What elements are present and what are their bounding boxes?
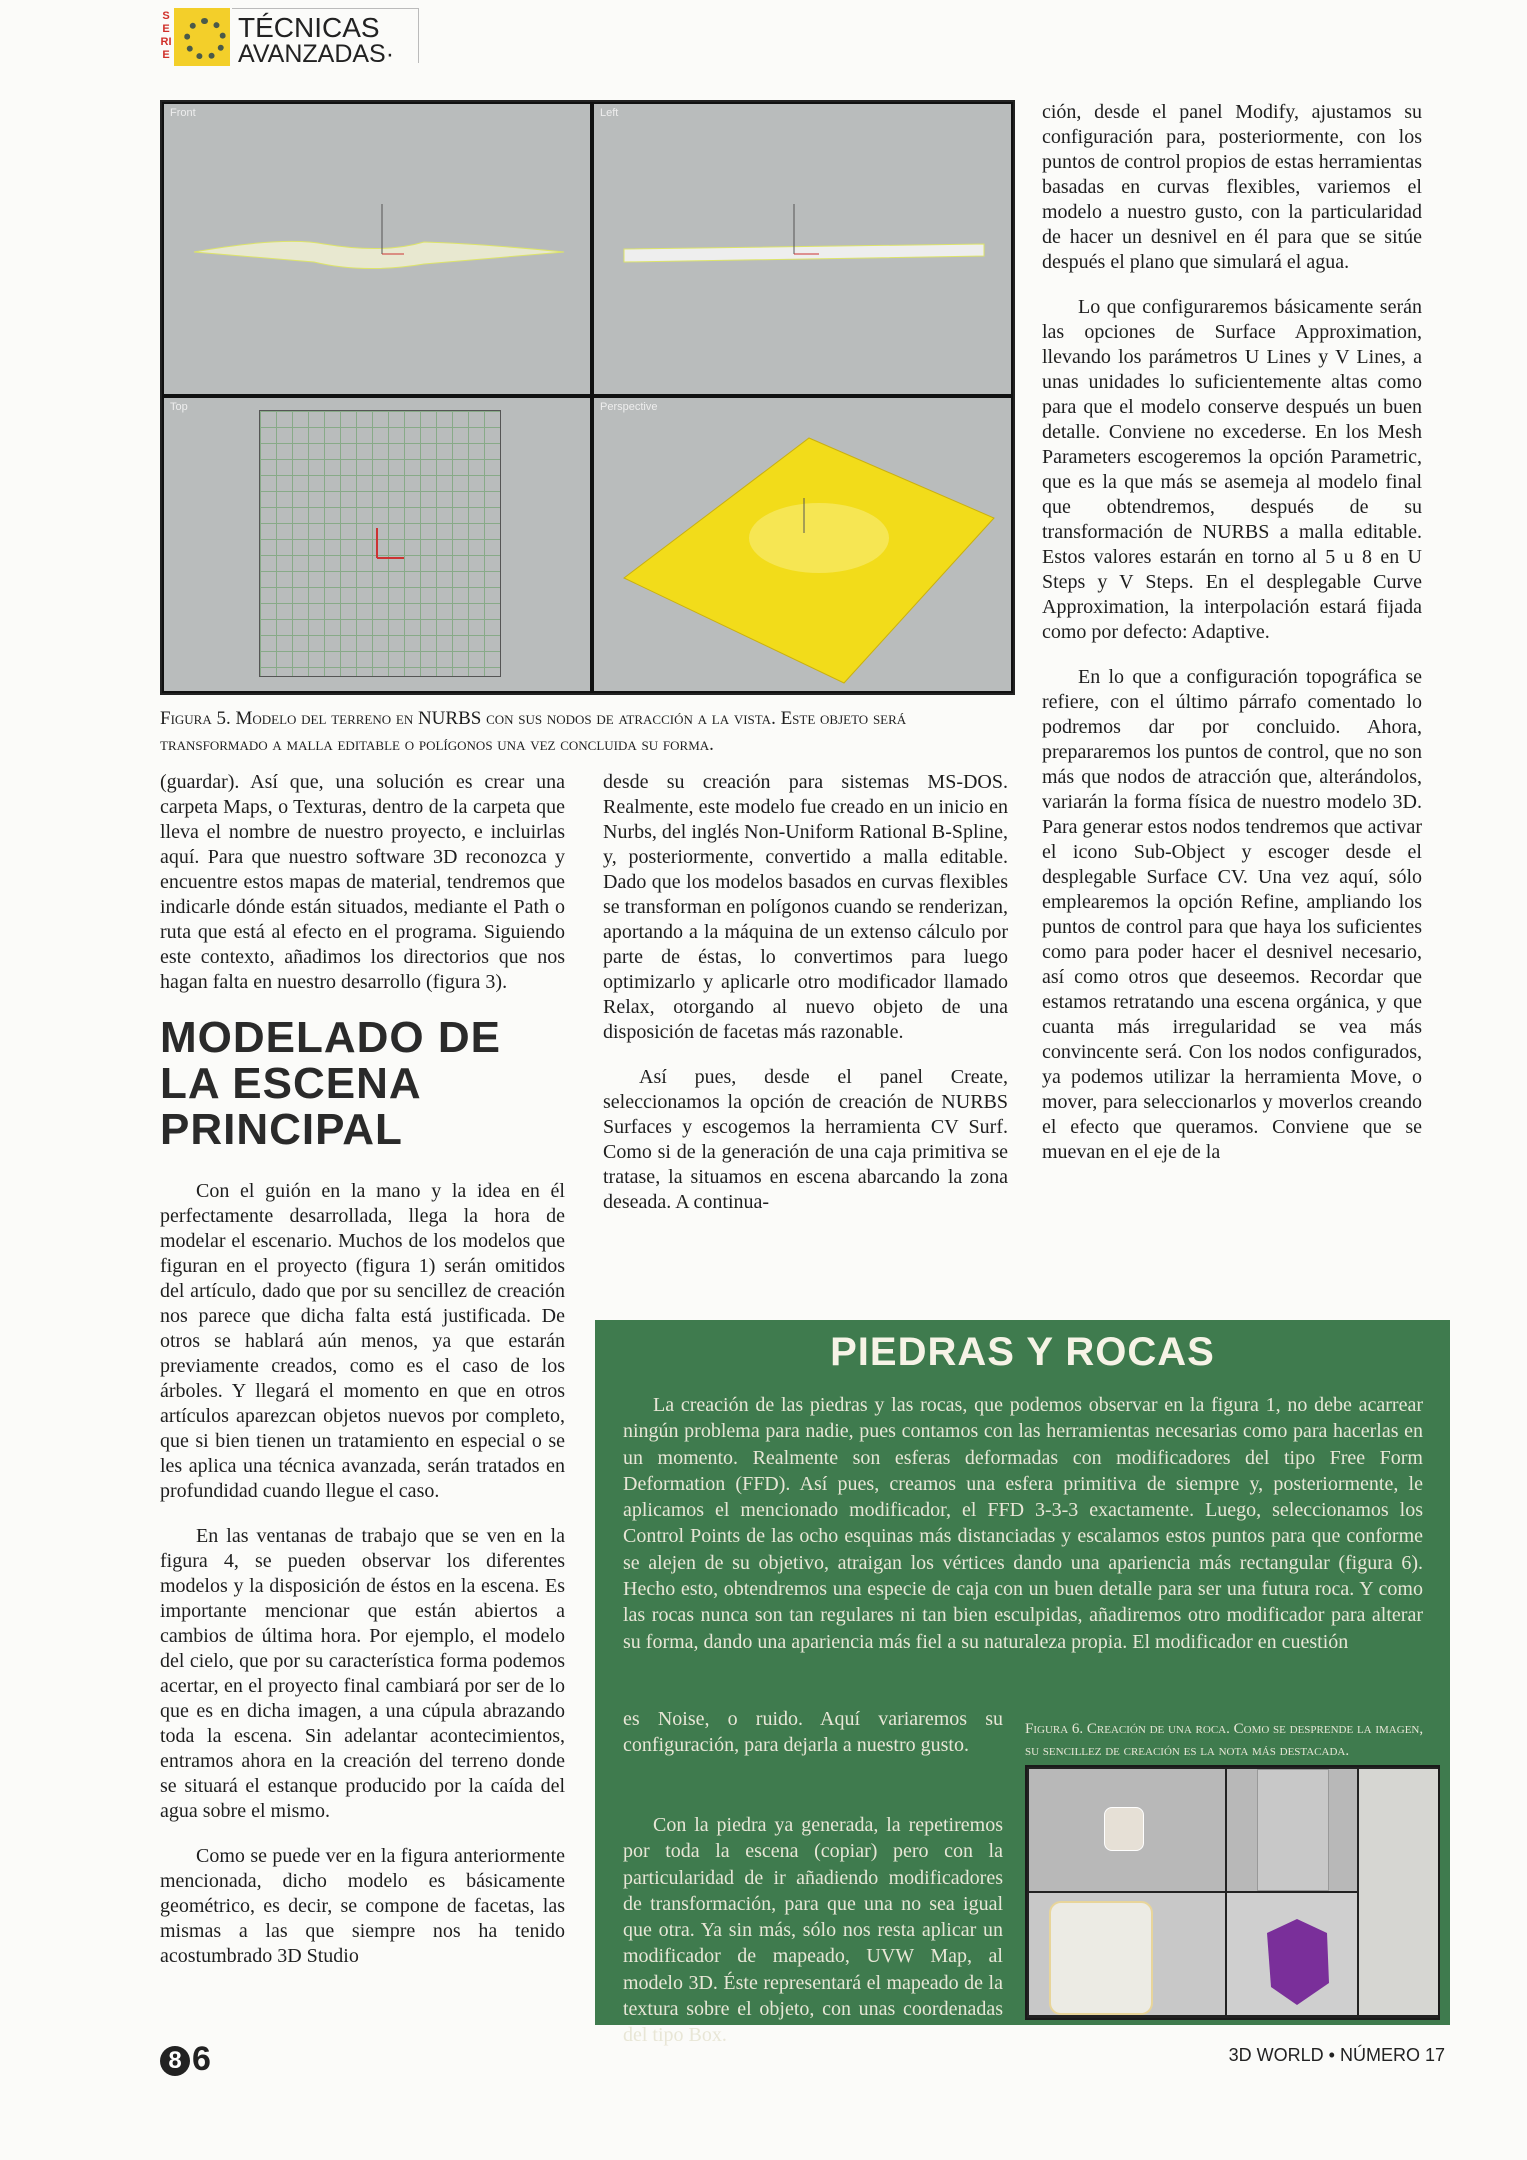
series-logo [160, 6, 420, 70]
paragraph: ción, desde el panel Modify, ajustamos su configuración para, posteriormente, con los puntos de control propios de estas herramientas basadas en curvas flexibles, variemos el modelo a nuestro gusto, con la particularidad de hacer un desnivel en él para que se sitúe después el plano que simulará el agua. [1042, 101, 1422, 273]
viewport-perspective [594, 398, 1011, 691]
middle-column [603, 770, 1008, 1215]
sidebar-paragraph: La creación de las piedras y las rocas, que podemos observar en la figura 1, no debe acarrear ningún problema para nadie, pues contamos con las herramientas necesarias como para hacerlas en un momento. Realmente son esferas deformadas con modificadores del tipo Free Form Deformation (FFD). Así pues, creamos una esfera primitiva de siempre y, posteriormente, le aplicamos el mencionado modificador, el FFD 3-3-3 exactamente. Luego, seleccionamos los Control Points de las ocho esquinas más distanciadas y escalamos estos puntos para que conforme se alejen de su objetivo, atraigan los vértices dando una apariencia más rectangular (figura 6). Hecho esto, obtendremos una especie de caja con un buen detalle para ser una futura roca. Y como las rocas nunca son tan regulares ni tan bien esculpidas, añadiremos otro modificador para alterar su forma, dando una apariencia más fiel a su naturaleza propia. El modificador en cuestión [623, 1394, 1423, 1653]
sidebar-title: PIEDRAS Y ROCAS [830, 1330, 1215, 1374]
paragraph: Como se puede ver en la figura anteriormente mencionada, dicho modelo es básicamente geométrico, es decir, se compone de facetas, las mismas a las que siempre nos ha tenido acostumbrado 3D Studio [160, 1845, 565, 1967]
section-heading: MODELADO DE LA ESCENA PRINCIPAL [160, 1013, 501, 1154]
section-title-line1: TÉCNICAS [238, 12, 380, 43]
sidebar-box [595, 1320, 1450, 2047]
page-number-rest: 6 [192, 2040, 211, 2078]
series-label: SERIE [160, 10, 172, 61]
figure-6-image [1025, 1765, 1440, 2020]
paragraph: (guardar). Así que, una solución es crear una carpeta Maps, o Texturas, dentro de la carpeta que lleva el nombre de nuestro proyecto, e incluirlas aquí. Para que nuestro software 3D reconozca y encuentre estos mapas de material, tendremos que indicarle dónde están situados, mediante el Path o ruta que está al efecto en el programa. Siguiendo este contexto, añadimos los directorios que nos hagan falta en nuestro desarrollo (figura 3). [160, 771, 565, 993]
paragraph: En las ventanas de trabajo que se ven en la figura 4, se pueden observar los diferentes modelos y la disposición de éstos en la escena. Es importante mencionar que están abiertos a cambios de última hora. Por ejemplo, el modelo del cielo, que por su característica forma podemos acertar, en el proyecto final cambiará por ser de lo que es en dicha imagen, a una cúpula abrazando toda la escena. Sin adelantar acontecimientos, entramos ahora en la creación del terreno donde se situará el estanque producido por la caída del agua sobre el mismo. [160, 1525, 565, 1822]
viewport-label: Perspective [600, 401, 658, 413]
section-title-line2: AVANZADAS· [238, 40, 395, 68]
paragraph: desde su creación para sistemas MS-DOS. Realmente, este modelo fue creado en un inicio en Nurbs, del inglés Non-Uniform Rational B-Spline, y, posteriormente, convertido a malla editable. Dado que los modelos basados en curvas flexibles se transforman en polígonos cuando se renderizan, aportando a la máquina de un extenso cálculo por parte de éstas, lo convertimos para luego optimizarlo y aplicarle otro modificador llamado Relax, otorgando al nuevo objeto de una disposición de facetas más razonable. [603, 771, 1008, 1043]
viewport-label: Left [600, 107, 619, 119]
viewport-label: Top [170, 401, 188, 413]
viewport-label: Front [170, 107, 196, 119]
right-column [1042, 100, 1422, 1165]
figure-5-caption: Figura 5. Modelo del terreno en NURBS con sus nodos de atracción a la vista. Este objeto será transformado a malla editable o polígonos una vez concluida su forma. [160, 708, 907, 755]
magazine-issue: 3D WORLD • NÚMERO 17 [1228, 2045, 1445, 2065]
paragraph: Lo que configuraremos básicamente serán las opciones de Surface Approximation, llevando los parámetros U Lines y V Lines, a unas unidades lo suficientemente altas como para que el modelo conserve después un buen detalle. Conviene no excederse. En los Mesh Parameters escogeremos la opción Parametric, que es la que más se asemeja al modelo final que obtendremos, después de su transformación de NURBS a malla editable. Estos valores estarán en torno al 5 u 8 en U Steps y V Steps. En el desplegable Curve Approximation, la interpolación estará fijada como por defecto: Adaptive. [1042, 296, 1422, 643]
paragraph: Con el guión en la mano y la idea en él perfectamente desarrollada, llega la hora de modelar el escenario. Muchos de los modelos que figuran en el proyecto (figura 1) serán omitidos del artículo, dado que por su sencillez de creación nos parece que dicha falta está justificada. De otros se hablará aún menos, ya que estarán previamente creados, como es el caso de los árboles. Y llegará el momento en que en otros artículos aparezcan objetos nuevos por completo, que si bien tienen un tratamiento en especial o se les aplica una técnica avanzada, serán tratados en profundidad cuando llegue el caso. [160, 1180, 565, 1502]
viewport-top [164, 398, 590, 691]
sidebar-paragraph: es Noise, o ruido. Aquí variaremos su configuración, para dejarla a nuestro gusto. [623, 1708, 1003, 1757]
figure-6-caption: Figura 6. Creación de una roca. Como se desprende la imagen, su sencillez de creación es la nota más destacada. [1025, 1721, 1424, 1759]
sidebar-paragraph: Con la piedra ya generada, la repetiremos por toda la escena (copiar) pero con la particularidad de ir añadiendo modificadores de transformación, para que una no sea igual que otra. Ya sin más, sólo nos resta aplicar un modificador de mapeado, UVW Map, al modelo 3D. Éste representará el mapeado de la textura sobre el objeto, con unas coordenadas del tipo Box. [623, 1814, 1003, 2047]
logo-badge-icon [174, 8, 230, 66]
paragraph: En lo que a configuración topográfica se refiere, con el último párrafo comentado lo podremos dar por concluido. Ahora, prepararemos los puntos de control, que no son más que nodos de atracción que, alterándolos, variarán la forma física de nuestro modelo 3D. Para generar estos nodos tendremos que activar el icono Sub-Object y escoger desde el desplegable Surface CV. Una vez aquí, sólo emplearemos la opción Refine, ampliando los puntos de control para que haya los suficientes como para poder hacer el desnivel necesario, así como otros que deseemos. Recordar que estamos retratando una escena orgánica, y que cuanta más irregularidad se vea más convincente será. Con los nodos configurados, ya podemos utilizar la herramienta Move, o mover, para seleccionarlos y moverlos creando el efecto que queramos. Conviene que se muevan en el eje de la [1042, 666, 1422, 1163]
left-column [160, 770, 565, 1969]
page-number-circled-digit: 8 [160, 2046, 190, 2076]
viewport-left [594, 104, 1011, 394]
paragraph: Así pues, desde el panel Create, seleccionamos la opción de creación de NURBS Surfaces y escogemos la herramienta CV Surf. Como si de la generación de una caja primitiva se tratase, la situamos en escena abarcando la zona deseada. A continua- [603, 1066, 1008, 1213]
page-number [160, 2040, 211, 2079]
figure-5-image [160, 100, 1015, 695]
viewport-front [164, 104, 590, 394]
